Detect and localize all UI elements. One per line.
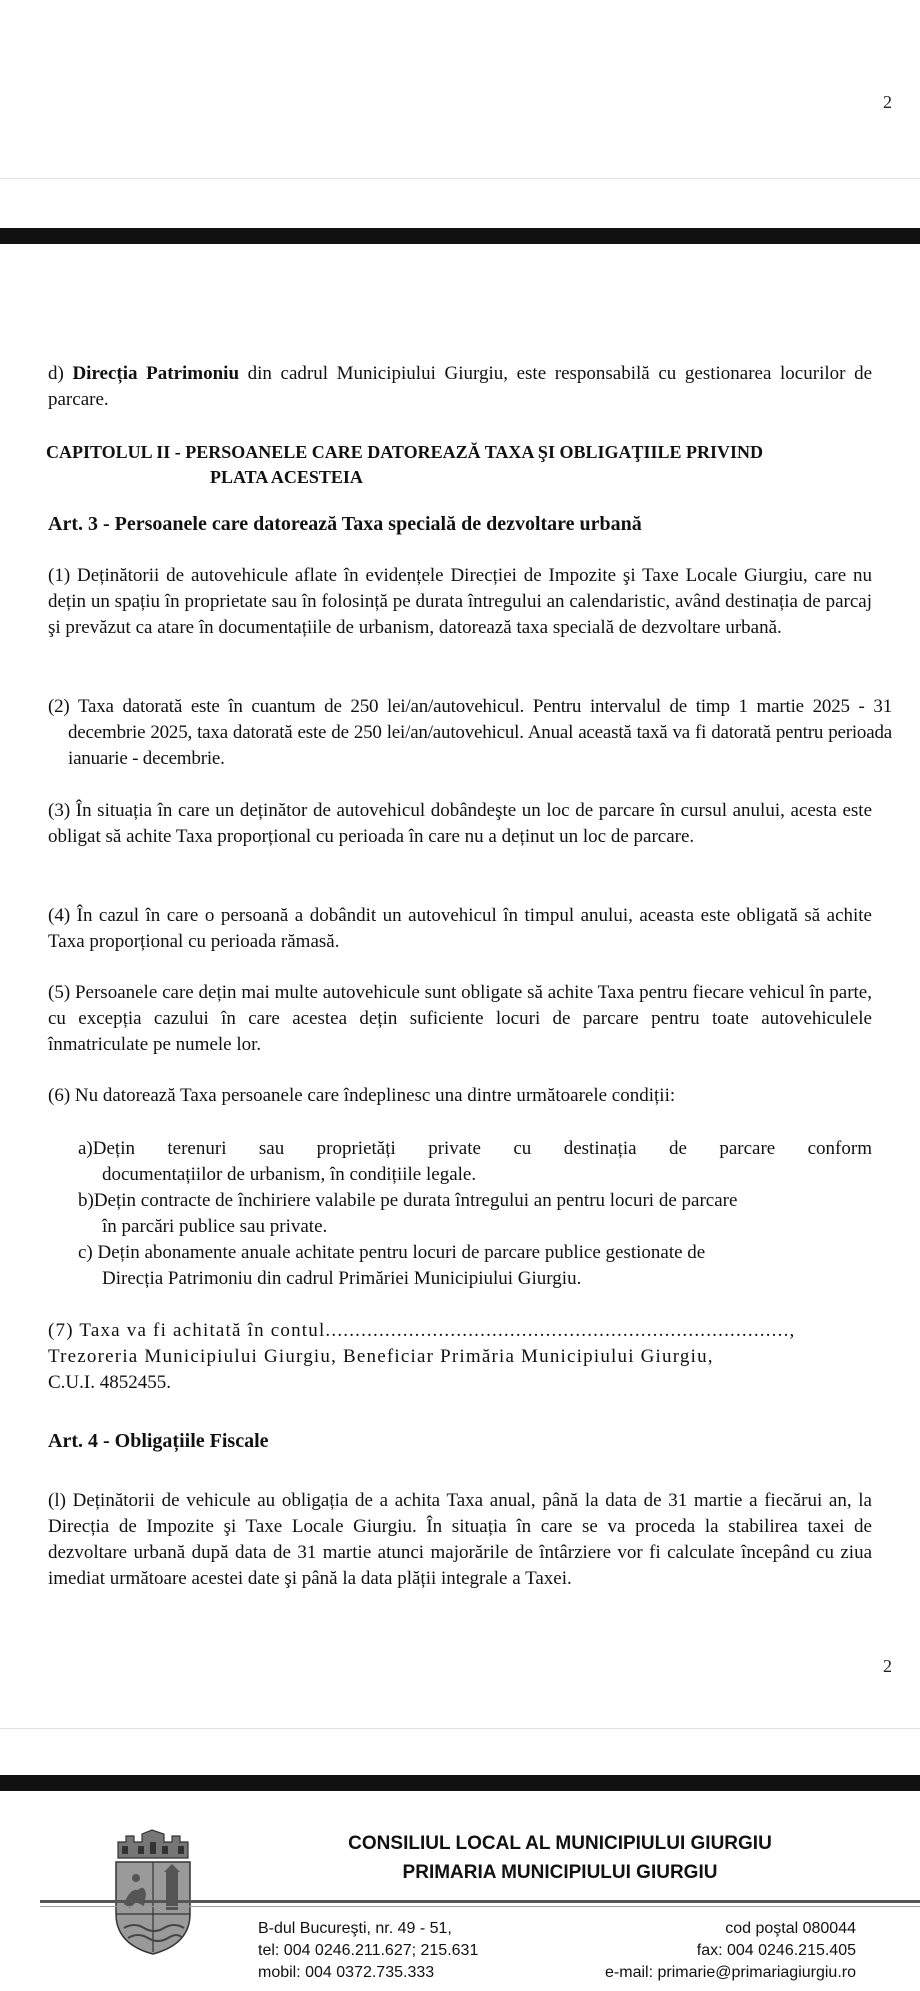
art4-paragraph-1: (l) Deținătorii de vehicule au obligația de a achita Taxa anual, până la data de 31 martie a fiecărui an, la Direcția de Impozite şi Taxe Locale Giurgiu. În situația în care se va proceda la stabilirea taxei de dezvoltare urbană după data de 31 martie atunci majorările de întârziere vor fi calculate începând cu ziua imediat următoare acestei date şi până la data plății integrale a Taxei. bbox=[48, 1490, 872, 1589]
list-item-b: b)Dețin contracte de închiriere valabile pe durata întregului an pentru locuri de parcare în parcări publice sau private. bbox=[78, 1190, 738, 1237]
art3-paragraph-4: (4) În cazul în care o persoană a dobândit un autovehicul în timpul anului, aceasta este obligată să achite Taxa proporțional cu perioada rămasă. bbox=[48, 905, 872, 952]
footer-postal-code: cod poştal 080044 bbox=[725, 1920, 856, 1937]
footer-fax: fax: 004 0246.215.405 bbox=[696, 1942, 856, 1959]
chapter-heading: CAPITOLUL II - PERSOANELE CARE DATOREAZĂ TAXA ŞI OBLIGAŢIILE PRIVIND PLATA ACESTEIA bbox=[46, 442, 763, 487]
footer-council-title: CONSILIUL LOCAL AL MUNICIPIULUI GIURGIU bbox=[348, 1833, 772, 1854]
page-divider-bottom bbox=[0, 1728, 920, 1729]
art3-paragraph-7 bbox=[48, 1318, 878, 1396]
page-separator-bar-top bbox=[0, 228, 920, 244]
footer-email: e-mail: primarie@primariagiurgiu.ro bbox=[605, 1964, 856, 1981]
account-line: (7) Taxa va fi achitată în contul.............................................................................., bbox=[48, 1320, 796, 1341]
footer-rule bbox=[40, 1900, 920, 1903]
footer-rule-thin bbox=[40, 1906, 920, 1907]
giurgiu-coat-of-arms-icon bbox=[108, 1828, 198, 1956]
art3-paragraph-5: (5) Persoanele care dețin mai multe autovehicule sunt obligate să achite Taxa pentru fiecare vehicul în parte, cu excepția cazului în care acestea dețin suficiente locuri de parcare pentru toate autovehiculele înmatriculate pe numele lor. bbox=[48, 982, 872, 1055]
art3-paragraph-1: (1) Deținătorii de autovehicule aflate în evidențele Direcției de Impozite şi Taxe Locale Giurgiu, care nu dețin un spațiu în proprietate sau în folosință pe durata întregului an calendaristic, având destinația de parcaj şi prevăzut ca atare în documentațiile de urbanism, datorează taxa specială de dezvoltare urbană. bbox=[48, 565, 872, 638]
footer-city-hall-title: PRIMARIA MUNICIPIULUI GIURGIU bbox=[402, 1862, 718, 1883]
art4-title: Art. 4 - Obligațiile Fiscale bbox=[48, 1430, 269, 1452]
intro-paragraph-d: d) Direcția Patrimoniu din cadrul Municipiului Giurgiu, este responsabilă cu gestionarea locurilor de parcare. bbox=[48, 363, 873, 410]
list-item-a: a)Dețin terenuri sau proprietăți private cu destinația de parcare conform documentațiilor de urbanism, în condițiile legale. bbox=[78, 1138, 872, 1185]
page-number-bottom: 2 bbox=[883, 1656, 892, 1676]
page-divider-top bbox=[0, 178, 920, 179]
footer-mobile: mobil: 004 0372.735.333 bbox=[258, 1964, 435, 1981]
intro-bold-entity: Direcția Patrimoniu bbox=[72, 363, 240, 384]
list-item-c: c) Dețin abonamente anuale achitate pentru locuri de parcare publice gestionate de Direcția Patrimoniu din cadrul Primăriei Municipiului Giurgiu. bbox=[78, 1242, 706, 1289]
footer-phone: tel: 004 0246.211.627; 215.631 bbox=[258, 1942, 479, 1959]
page-separator-bar-bottom bbox=[0, 1775, 920, 1791]
art3-title: Art. 3 - Persoanele care datorează Taxa specială de dezvoltare urbană bbox=[48, 513, 642, 535]
footer-right-contacts bbox=[560, 1918, 856, 1984]
footer-address: B-dul Bucureşti, nr. 49 - 51, bbox=[258, 1920, 452, 1937]
art3-paragraph-2: (2) Taxa datorată este în cuantum de 250 lei/an/autovehicul. Pentru intervalul de timp 1 martie 2025 - 31 decembrie 2025, taxa datorată este de 250 lei/an/autovehicul. Anual această taxă va fi datorată pentru perioada ianuarie - decembrie. bbox=[48, 696, 892, 769]
page-number-top: 2 bbox=[883, 92, 892, 112]
treasury-line: Trezoreria Municipiului Giurgiu, Beneficiar Primăria Municipiului Giurgiu, bbox=[48, 1346, 714, 1367]
cui-line: C.U.I. 4852455. bbox=[48, 1372, 171, 1393]
art3-paragraph-3: (3) În situația în care un deținător de autovehicul dobândeşte un loc de parcare în cursul anului, acesta este obligat să achite Taxa proporțional cu perioada în care nu a deținut un loc de parcare. bbox=[48, 800, 872, 847]
footer-left-contacts bbox=[258, 1918, 478, 1984]
art3-paragraph-6: (6) Nu datorează Taxa persoanele care îndeplinesc una dintre următoarele condiții: bbox=[48, 1085, 676, 1106]
